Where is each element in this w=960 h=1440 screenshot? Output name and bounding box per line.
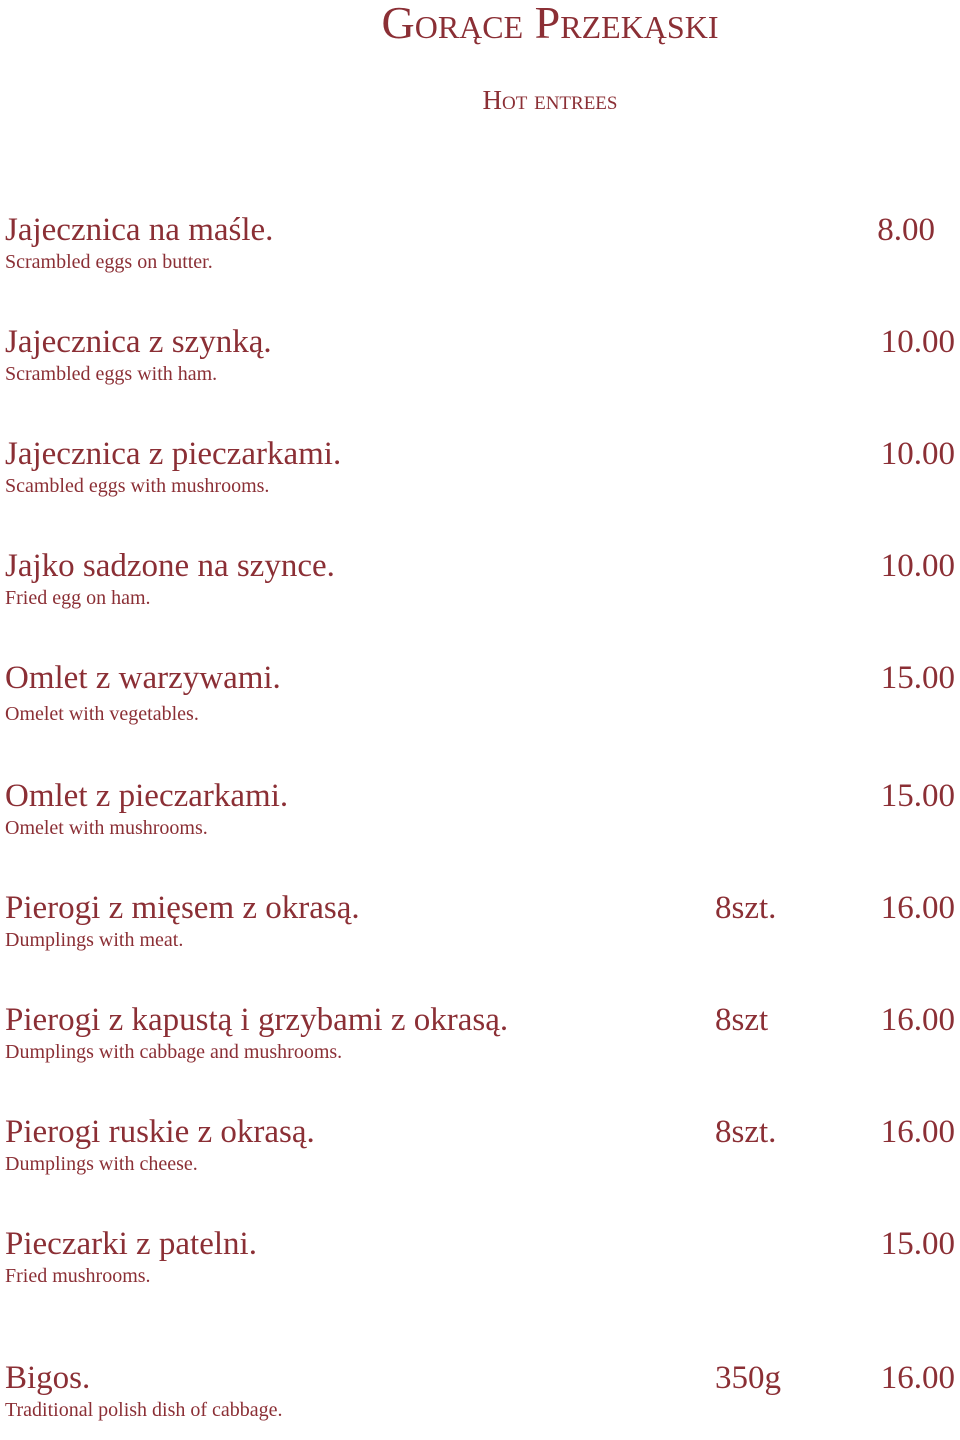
item-description: Dumplings with cabbage and mushrooms. <box>5 1041 343 1063</box>
menu-item <box>5 660 955 740</box>
menu-item <box>5 212 955 292</box>
item-name: Jajecznica z szynką. <box>5 324 272 360</box>
item-price: 16.00 <box>880 1360 955 1396</box>
item-quantity: 8szt. <box>715 1114 777 1150</box>
item-description: Omelet with mushrooms. <box>5 817 208 839</box>
menu-item <box>5 890 955 970</box>
item-name: Omlet z pieczarkami. <box>5 778 289 814</box>
item-name: Omlet z warzywami. <box>5 660 281 696</box>
item-price: 15.00 <box>880 778 955 814</box>
menu-item <box>5 1002 955 1082</box>
item-description: Dumplings with meat. <box>5 929 184 951</box>
menu-item <box>5 548 955 628</box>
item-quantity: 8szt <box>715 1002 769 1038</box>
item-name: Pierogi ruskie z okrasą. <box>5 1114 315 1150</box>
item-price: 10.00 <box>880 548 955 584</box>
item-price: 16.00 <box>880 890 955 926</box>
item-description: Traditional polish dish of cabbage. <box>5 1399 283 1421</box>
item-price: 10.00 <box>880 436 955 472</box>
item-quantity: 8szt. <box>715 890 777 926</box>
item-price: 16.00 <box>880 1002 955 1038</box>
item-name: Jajko sadzone na szynce. <box>5 548 335 584</box>
menu-item <box>5 436 955 516</box>
item-price: 10.00 <box>880 324 955 360</box>
item-description: Omelet with vegetables. <box>5 703 199 725</box>
item-name: Bigos. <box>5 1360 91 1396</box>
item-description: Fried mushrooms. <box>5 1265 151 1287</box>
menu-item <box>5 1360 955 1440</box>
menu-subtitle: Hot entrees <box>482 85 618 115</box>
menu-item <box>5 778 955 858</box>
menu-item <box>5 324 955 404</box>
item-price: 15.00 <box>880 660 955 696</box>
item-name: Jajecznica z pieczarkami. <box>5 436 342 472</box>
menu-title: Gorące Przekąski <box>381 0 719 48</box>
item-description: Scrambled eggs with ham. <box>5 363 218 385</box>
item-description: Scrambled eggs on butter. <box>5 251 213 273</box>
item-quantity: 350g <box>715 1360 781 1396</box>
menu-item <box>5 1114 955 1194</box>
item-price: 15.00 <box>880 1226 955 1262</box>
item-name: Jajecznica na maśle. <box>5 212 274 248</box>
item-description: Dumplings with cheese. <box>5 1153 198 1175</box>
menu-item <box>5 1226 955 1306</box>
item-price: 16.00 <box>880 1114 955 1150</box>
item-name: Pierogi z kapustą i grzybami z okrasą. <box>5 1002 509 1038</box>
item-name: Pieczarki z patelni. <box>5 1226 257 1262</box>
item-name: Pierogi z mięsem z okrasą. <box>5 890 360 926</box>
item-description: Scambled eggs with mushrooms. <box>5 475 270 497</box>
item-description: Fried egg on ham. <box>5 587 151 609</box>
item-price: 8.00 <box>877 212 935 248</box>
